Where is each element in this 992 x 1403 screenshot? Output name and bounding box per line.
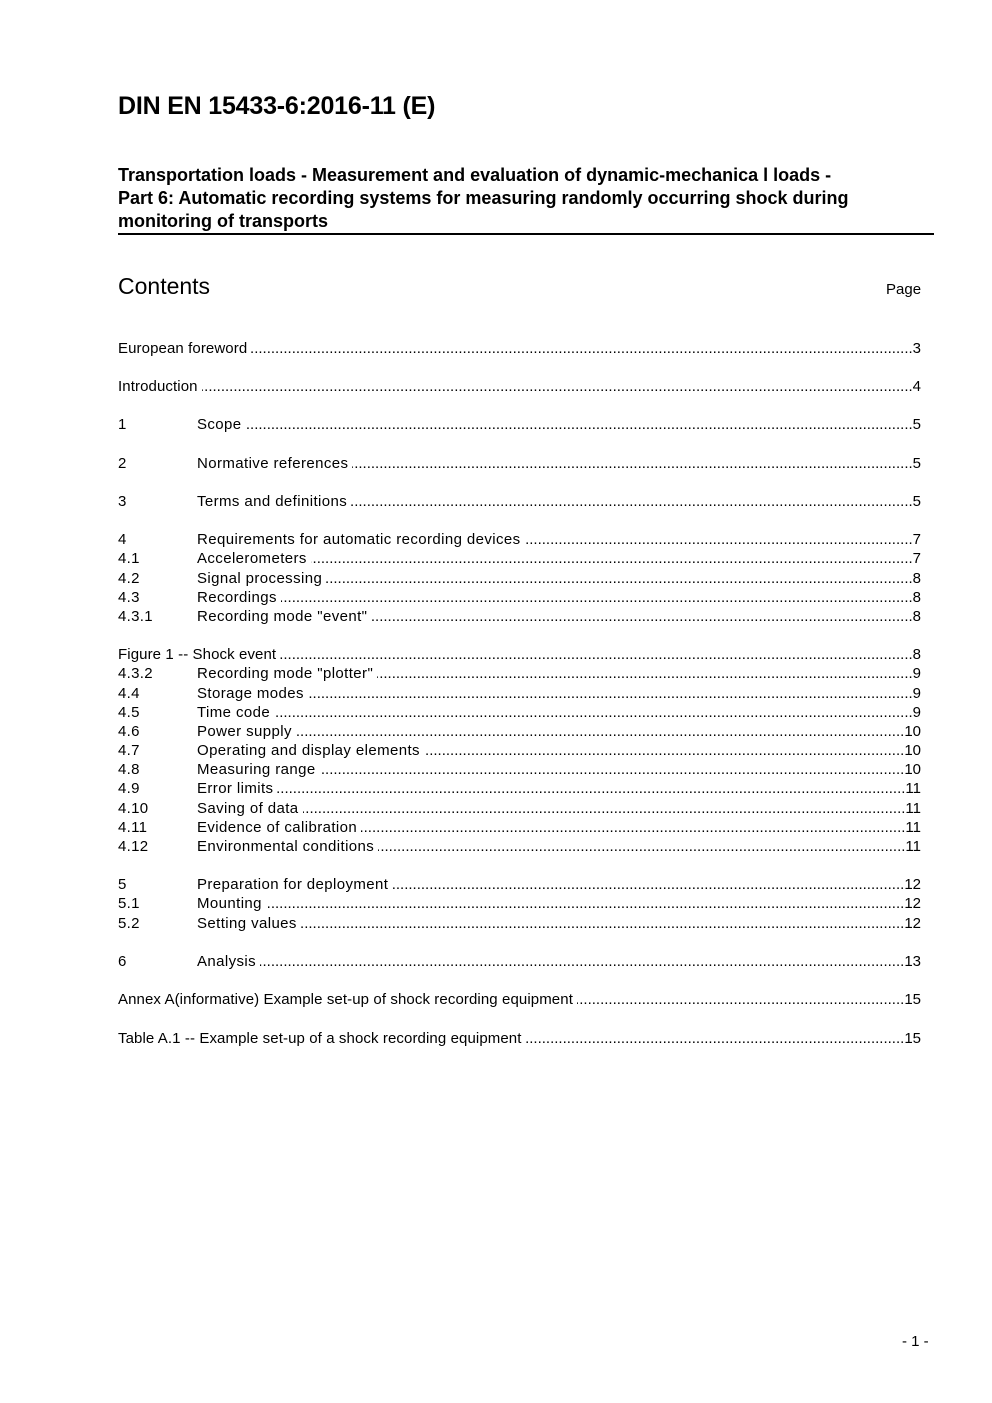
toc-entry-label: Accelerometers: [197, 550, 307, 567]
toc-entry-page: 11: [905, 819, 921, 836]
toc-entry-page: 15: [904, 1030, 921, 1047]
toc-leader: [577, 990, 904, 1009]
toc-entry-page: 5: [912, 493, 921, 510]
toc-leader: [352, 454, 912, 473]
toc-entry-label: Requirements for automatic recording devices: [197, 531, 521, 548]
toc-leader: [392, 875, 904, 894]
document-title: [118, 164, 934, 233]
toc-entry-page: 9: [912, 704, 921, 721]
toc-leader: [260, 952, 904, 971]
toc-entry-page: 15: [904, 991, 921, 1008]
toc-entry-number: 4.9: [118, 780, 140, 797]
toc-entry-number: 4.3.2: [118, 665, 153, 682]
toc-entry-label: Saving of data: [197, 800, 299, 817]
toc-entry-page: 9: [912, 685, 921, 702]
toc-entry[interactable]: [118, 664, 921, 683]
toc-entry-label: Measuring range: [197, 761, 316, 778]
toc-entry-page: 5: [912, 416, 921, 433]
toc-entry-number: 3: [118, 493, 127, 510]
toc-entry-label: Annex A(informative) Example set-up of shock recording equipment: [118, 991, 573, 1008]
toc-entry[interactable]: [118, 779, 921, 798]
toc-entry-number: 2: [118, 455, 127, 472]
toc-entry-page: 3: [912, 340, 921, 357]
toc-entry[interactable]: [118, 339, 921, 358]
toc-entry-page: 4: [912, 378, 921, 395]
toc-entry-page: 13: [904, 953, 921, 970]
toc-entry-label: Evidence of calibration: [197, 819, 358, 836]
toc-entry-page: 11: [905, 838, 921, 855]
toc-entry[interactable]: [118, 454, 921, 473]
toc-entry-label: Analysis: [197, 953, 257, 970]
toc-entry-label: Terms and definitions: [197, 493, 348, 510]
toc-leader: [303, 799, 906, 818]
toc-entry-label: Environmental conditions: [197, 838, 375, 855]
toc-entry-label: European foreword: [118, 340, 248, 357]
toc-entry[interactable]: [118, 914, 921, 933]
toc-entry-number: 4.10: [118, 800, 149, 817]
toc-entry-label: Table A.1 -- Example set-up of a shock recording equipment: [118, 1030, 522, 1047]
footer-page-number: - 1 -: [902, 1333, 929, 1350]
toc-entry-number: 4.7: [118, 742, 140, 759]
toc-entry[interactable]: [118, 837, 921, 856]
toc-entry-number: 5.1: [118, 895, 140, 912]
toc-entry-page: 12: [904, 876, 921, 893]
toc-leader: [525, 530, 913, 549]
toc-leader: [378, 837, 905, 856]
toc-entry-page: 11: [905, 800, 921, 817]
toc-entry-label: Introduction: [118, 378, 198, 395]
toc-entry-label: Scope: [197, 416, 242, 433]
toc-entry-page: 7: [912, 550, 921, 567]
toc-leader: [280, 645, 912, 664]
toc-leader: [326, 569, 912, 588]
toc-leader: [281, 588, 913, 607]
toc-leader: [371, 607, 912, 626]
toc-entry-label: Power supply: [197, 723, 292, 740]
toc-leader: [266, 894, 904, 913]
toc-entry[interactable]: [118, 741, 921, 760]
toc-entry-number: 4.3.1: [118, 608, 153, 625]
toc-entry-page: 9: [912, 665, 921, 682]
document-id: DIN EN 15433-6:2016-11 (E): [118, 92, 436, 120]
toc-entry[interactable]: [118, 722, 921, 741]
toc-entry-label: Mounting: [197, 895, 262, 912]
toc-entry-number: 4.11: [118, 819, 148, 836]
toc-leader: [202, 377, 913, 396]
toc-entry-page: 5: [912, 455, 921, 472]
toc-entry-page: 12: [904, 915, 921, 932]
title-line: Part 6: Automatic recording systems for measuring randomly occurring shock during: [118, 188, 849, 208]
toc-entry-number: 4.1: [118, 550, 140, 567]
toc-entry-page: 12: [904, 895, 921, 912]
title-line: Transportation loads - Measurement and evaluation of dynamic-mechanica l loads -: [118, 165, 832, 185]
toc-entry-page: 8: [912, 570, 921, 587]
toc-entry-number: 4.12: [118, 838, 149, 855]
toc-entry-label: Preparation for deployment: [197, 876, 389, 893]
toc-leader: [424, 741, 904, 760]
toc-leader: [246, 415, 913, 434]
title-divider: [118, 233, 934, 235]
toc-entry[interactable]: [118, 645, 921, 664]
toc-entry-label: Figure 1 -- Shock event: [118, 646, 277, 663]
toc-leader: [277, 779, 905, 798]
toc-entry-number: 4.3: [118, 589, 140, 606]
toc-leader: [320, 760, 905, 779]
toc-leader: [274, 703, 913, 722]
toc-entry[interactable]: [118, 875, 921, 894]
toc-entry-label: Error limits: [197, 780, 274, 797]
toc-entry[interactable]: [118, 1029, 921, 1048]
toc-entry[interactable]: [118, 377, 921, 396]
toc-entry-number: 4.5: [118, 704, 140, 721]
toc-entry[interactable]: [118, 760, 921, 779]
toc-entry[interactable]: [118, 415, 921, 434]
toc-entry-label: Recording mode "plotter": [197, 665, 374, 682]
toc-leader: [301, 914, 904, 933]
toc-entry[interactable]: [118, 952, 921, 971]
toc-entry-label: Setting values: [197, 915, 297, 932]
toc-entry-label: Operating and display elements: [197, 742, 420, 759]
toc-entry-page: 10: [904, 742, 921, 759]
toc-entry-page: 8: [912, 646, 921, 663]
toc-entry-number: 1: [118, 416, 127, 433]
toc-entry[interactable]: [118, 703, 921, 722]
toc-leader: [251, 339, 912, 358]
toc-entry[interactable]: [118, 569, 921, 588]
toc-entry-number: 4.6: [118, 723, 140, 740]
toc-entry-number: 4: [118, 531, 127, 548]
toc-entry-label: Signal processing: [197, 570, 323, 587]
toc-entry[interactable]: [118, 894, 921, 913]
toc-entry-number: 6: [118, 953, 127, 970]
toc-leader: [296, 722, 904, 741]
toc-entry[interactable]: [118, 549, 921, 568]
toc-entry-label: Recording mode "event": [197, 608, 368, 625]
toc-entry[interactable]: [118, 607, 921, 626]
toc-leader: [361, 818, 905, 837]
contents-heading: Contents: [118, 273, 211, 299]
toc-leader: [526, 1029, 905, 1048]
toc-entry[interactable]: [118, 818, 921, 837]
toc-entry[interactable]: [118, 990, 921, 1009]
toc-entry-number: 4.2: [118, 570, 140, 587]
toc-entry-label: Time code: [197, 704, 271, 721]
toc-entry[interactable]: [118, 799, 921, 818]
toc-entry-label: Normative references: [197, 455, 349, 472]
toc-leader: [377, 664, 912, 683]
title-line: monitoring of transports: [118, 211, 328, 231]
toc-leader: [351, 492, 913, 511]
toc-leader: [308, 684, 913, 703]
toc-entry-page: 8: [912, 608, 921, 625]
toc-leader: [311, 549, 913, 568]
toc-entry-label: Recordings: [197, 589, 277, 606]
toc-entry-page: 10: [904, 723, 921, 740]
toc-entry[interactable]: [118, 530, 921, 549]
toc-entry[interactable]: [118, 588, 921, 607]
toc-entry-number: 5: [118, 876, 127, 893]
toc-entry-number: 4.4: [118, 685, 140, 702]
toc-entry-number: 5.2: [118, 915, 140, 932]
page-column-label: Page: [886, 281, 922, 298]
toc-entry[interactable]: [118, 684, 921, 703]
toc-entry-page: 7: [912, 531, 921, 548]
toc-entry-number: 4.8: [118, 761, 140, 778]
toc-entry-page: 8: [912, 589, 921, 606]
toc-entry-page: 11: [905, 780, 921, 797]
toc-entry-label: Storage modes: [197, 685, 304, 702]
toc-entry-page: 10: [904, 761, 921, 778]
toc-entry[interactable]: [118, 492, 921, 511]
